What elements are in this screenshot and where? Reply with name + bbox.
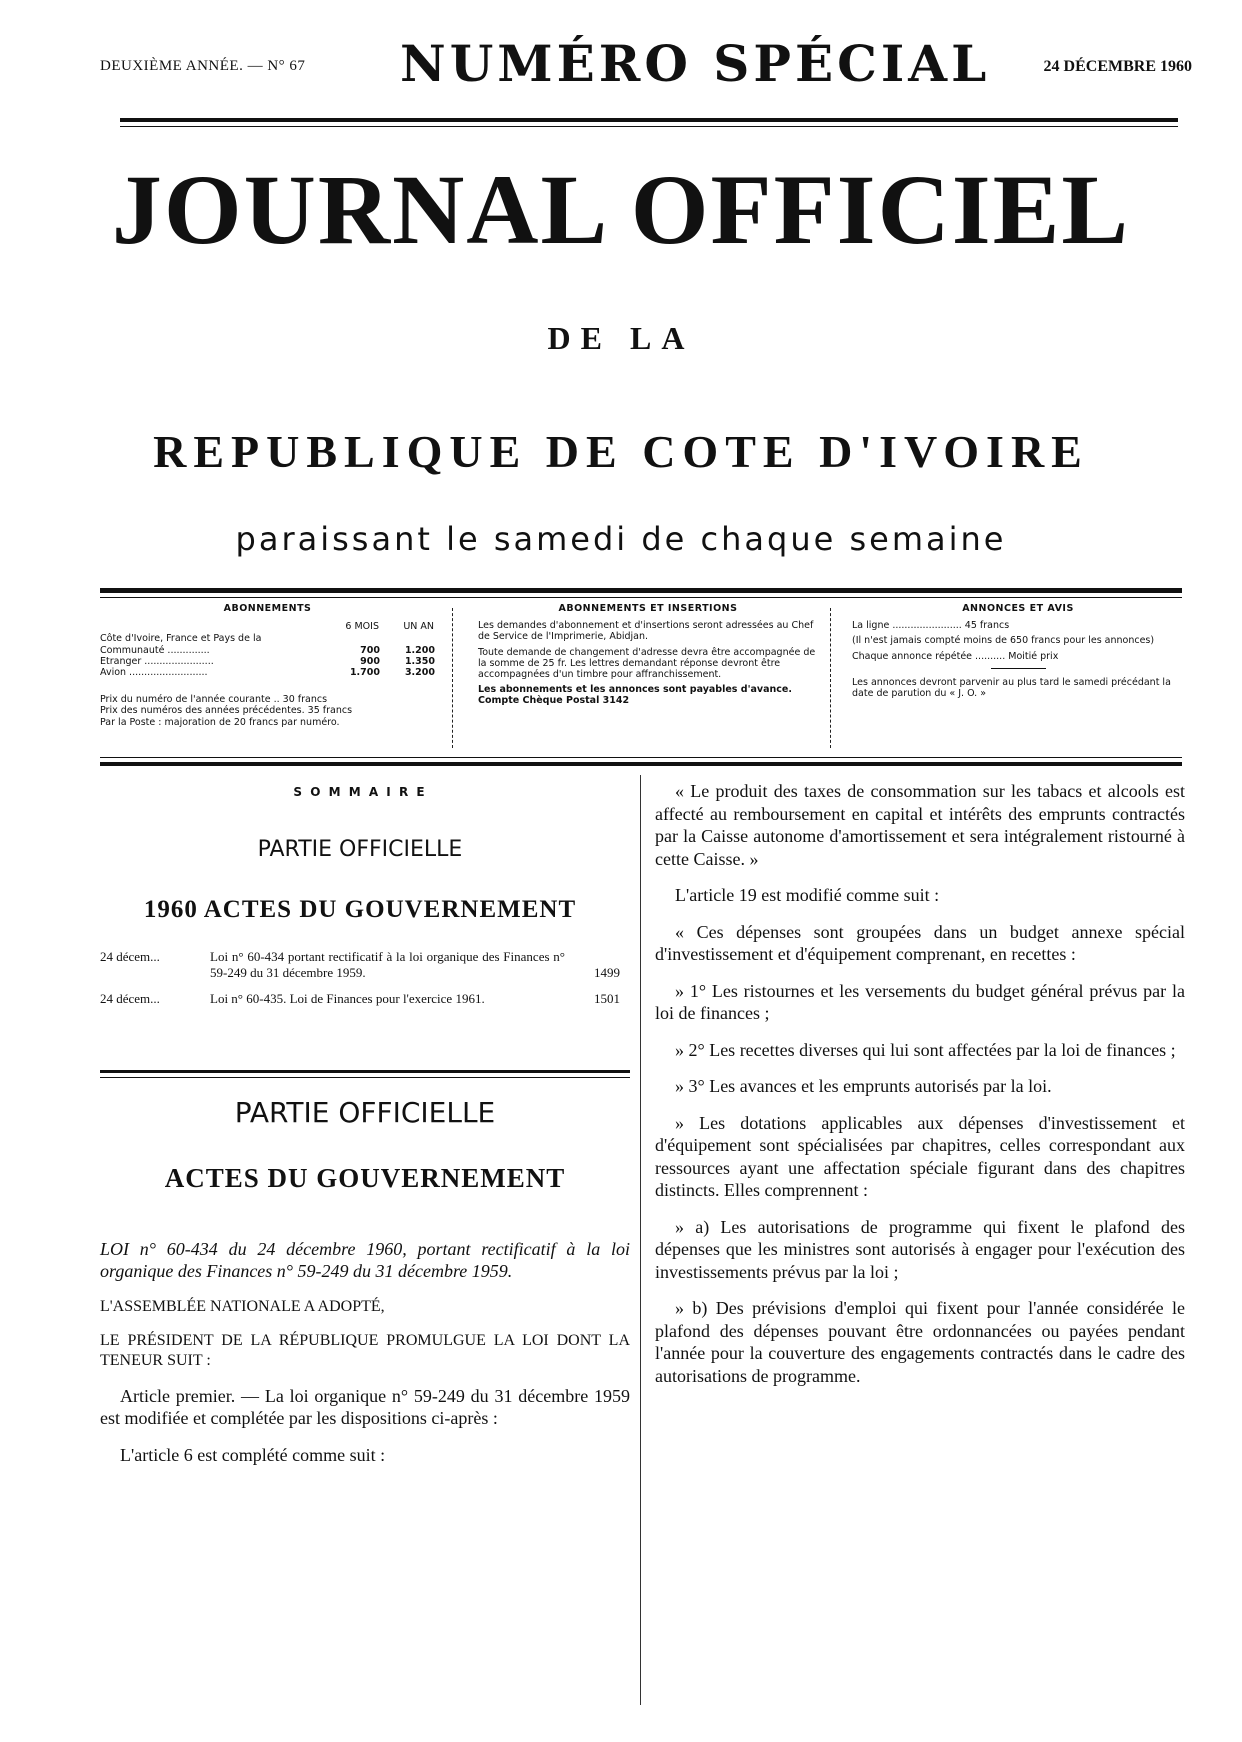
paragraph: » Les dotations applicables aux dépenses d'investissement et d'équipement sont spécialisées par chapitres, celles correspondant aux ressources ayant une affectation spéciale figurant dans des chapitres distincts. Elles comprennent : xyxy=(655,1112,1185,1200)
row-year: 1.200 xyxy=(404,644,435,656)
box-separator xyxy=(830,608,831,748)
sommaire-partie: PARTIE OFFICIELLE xyxy=(257,837,463,862)
header-rule-thin xyxy=(120,126,1178,127)
paragraph: » 3° Les avances et les emprunts autorisés par la loi. xyxy=(675,1076,1052,1096)
annonces-text: Les annonces devront parvenir au plus tard le samedi précédant la date de parution du « J. O. » xyxy=(852,676,1171,700)
entry-text: Loi n° 60-435. Loi de Finances pour l'exercice 1961. xyxy=(210,991,485,1007)
paragraph: » b) Des prévisions d'emploi qui fixent pour l'année considérée le plafond des dépenses pouvant être ordonnancées ou payées pendant l'année pour la couverture des engagements contractés dans le cadre des autorisations de programme. xyxy=(655,1298,1185,1386)
sommaire-rule-thin xyxy=(100,1077,630,1078)
special-issue-title: NUMÉRO SPÉCIAL xyxy=(400,34,991,93)
entry-page: 1501 xyxy=(594,991,620,1007)
price-line: Prix des numéros des années précédentes. 35 francs xyxy=(100,705,353,717)
insertions-text: Les demandes d'abonnement et d'insertions seront adressées au Chef de Service de l'Imprimerie, Abidjan. xyxy=(478,620,814,643)
table-row xyxy=(100,656,435,667)
paragraph: L'article 19 est modifié comme suit : xyxy=(675,885,940,905)
de-la: DE LA xyxy=(547,320,695,356)
header-rule xyxy=(120,118,1178,122)
insertions-box xyxy=(478,603,818,711)
subscriptions-box xyxy=(100,603,435,728)
row-six: 700 xyxy=(360,644,380,656)
article-6: L'article 6 est complété comme suit : xyxy=(120,1444,386,1465)
entry-text: Loi n° 60-434 portant rectificatif à la loi organique des Finances n° 59-249 du 31 décembre 1959. xyxy=(210,948,565,980)
president-promulgation: LE PRÉSIDENT DE LA RÉPUBLIQUE PROMULGUE LA LOI DONT LA TENEUR SUIT : xyxy=(100,1331,630,1369)
price-line: Par la Poste : majoration de 20 francs par numéro. xyxy=(100,716,340,728)
tagline: paraissant le samedi de chaque semaine xyxy=(235,520,1007,558)
box-top-rule xyxy=(100,588,1182,593)
price-line: Prix du numéro de l'année courante .. 30 francs xyxy=(100,694,328,706)
box-top-rule-thin xyxy=(100,597,1182,598)
insertions-text: Les abonnements et les annonces sont payables d'avance. Compte Chèque Postal 3142 xyxy=(478,684,792,707)
box-bottom-rule xyxy=(100,762,1182,766)
sommaire-section: 1960 ACTES DU GOUVERNEMENT xyxy=(143,895,577,923)
actes-heading: ACTES DU GOUVERNEMENT xyxy=(164,1163,566,1193)
paragraph: » 2° Les recettes diverses qui lui sont affectées par la loi de finances ; xyxy=(675,1039,1176,1060)
row-label: Côte d'Ivoire, France et Pays de la Communauté .............. xyxy=(100,633,262,656)
left-body xyxy=(100,1095,630,1480)
entry-date: 24 décem... xyxy=(100,948,160,964)
entry-page: 1499 xyxy=(594,965,620,980)
sommaire xyxy=(100,785,620,1018)
box-separator xyxy=(452,608,453,748)
annonces-text: (Il n'est jamais compté moins de 650 francs pour les annonces) xyxy=(852,635,1155,647)
paragraph: » 1° Les ristournes et les versements du budget général prévus par la loi de finances ; xyxy=(655,980,1185,1023)
sommaire-entry xyxy=(100,991,620,1007)
annonces-text: La ligne ....................... 45 francs xyxy=(852,620,1010,632)
row-year: 1.350 xyxy=(404,655,435,667)
sommaire-entry xyxy=(100,949,620,982)
insertions-text: Toute demande de changement d'adresse devra être accompagnée de la somme de 25 fr. Les lettres demandant réponse devront être accompagnées d'un timbre pour affranchissement. xyxy=(478,646,816,681)
annonces-heading: ANNONCES ET AVIS xyxy=(962,603,1074,614)
box-bottom-rule-thin xyxy=(100,757,1182,758)
paragraph: « Le produit des taxes de consommation sur les tabacs et alcools est affecté au remboursement en capital et intérêts des emprunts contractés par la Caisse autonome d'amortissement et sera intégralement ristourné à cette Caisse. » xyxy=(655,781,1185,869)
row-six: 900 xyxy=(360,655,380,667)
loi-title: LOI n° 60-434 du 24 décembre 1960, portant rectificatif à la loi organique des Finances n° 59-249 du 31 décembre 1959. xyxy=(100,1238,630,1282)
row-label: Avion .......................... xyxy=(100,667,208,679)
issue-date: 24 DÉCEMBRE 1960 xyxy=(1043,58,1192,75)
subscriptions-table xyxy=(100,620,435,678)
column-separator xyxy=(640,775,641,1705)
divider xyxy=(991,668,1046,669)
sommaire-label: S O M M A I R E xyxy=(293,785,427,799)
annonces-box xyxy=(852,603,1184,703)
table-row xyxy=(100,633,435,655)
right-body xyxy=(655,780,1185,1401)
entry-date: 24 décem... xyxy=(100,991,160,1007)
partie-officielle-heading: PARTIE OFFICIELLE xyxy=(234,1096,496,1129)
republic-name: REPUBLIQUE DE COTE D'IVOIRE xyxy=(153,426,1089,477)
paragraph: « Ces dépenses sont groupées dans un budget annexe spécial d'investissement et d'équipement comprenant, en recettes : xyxy=(655,921,1185,964)
article-premier: Article premier. — La loi organique n° 59-249 du 31 décembre 1959 est modifiée et complétée par les dispositions ci-après : xyxy=(100,1385,630,1429)
sommaire-rule xyxy=(100,1070,630,1073)
col-6mois: 6 MOIS xyxy=(345,621,379,633)
issue-number: DEUXIÈME ANNÉE. — N° 67 xyxy=(100,58,306,74)
annonces-text: Chaque annonce répétée .......... Moitié prix xyxy=(852,650,1059,662)
assemblee: L'ASSEMBLÉE NATIONALE A ADOPTÉ, xyxy=(100,1297,385,1315)
subscriptions-heading: ABONNEMENTS xyxy=(223,603,312,614)
row-label: Etranger ....................... xyxy=(100,655,214,667)
insertions-heading: ABONNEMENTS ET INSERTIONS xyxy=(558,603,738,614)
row-year: 3.200 xyxy=(404,667,435,679)
journal-title: JOURNAL OFFICIEL xyxy=(111,154,1131,265)
table-row xyxy=(100,667,435,678)
paragraph: » a) Les autorisations de programme qui fixent le plafond des dépenses que les ministres sont autorisés à engager pour l'exécution des investissements prévus par la loi ; xyxy=(655,1216,1185,1282)
row-six: 1.700 xyxy=(349,667,380,679)
col-an: UN AN xyxy=(403,621,434,633)
